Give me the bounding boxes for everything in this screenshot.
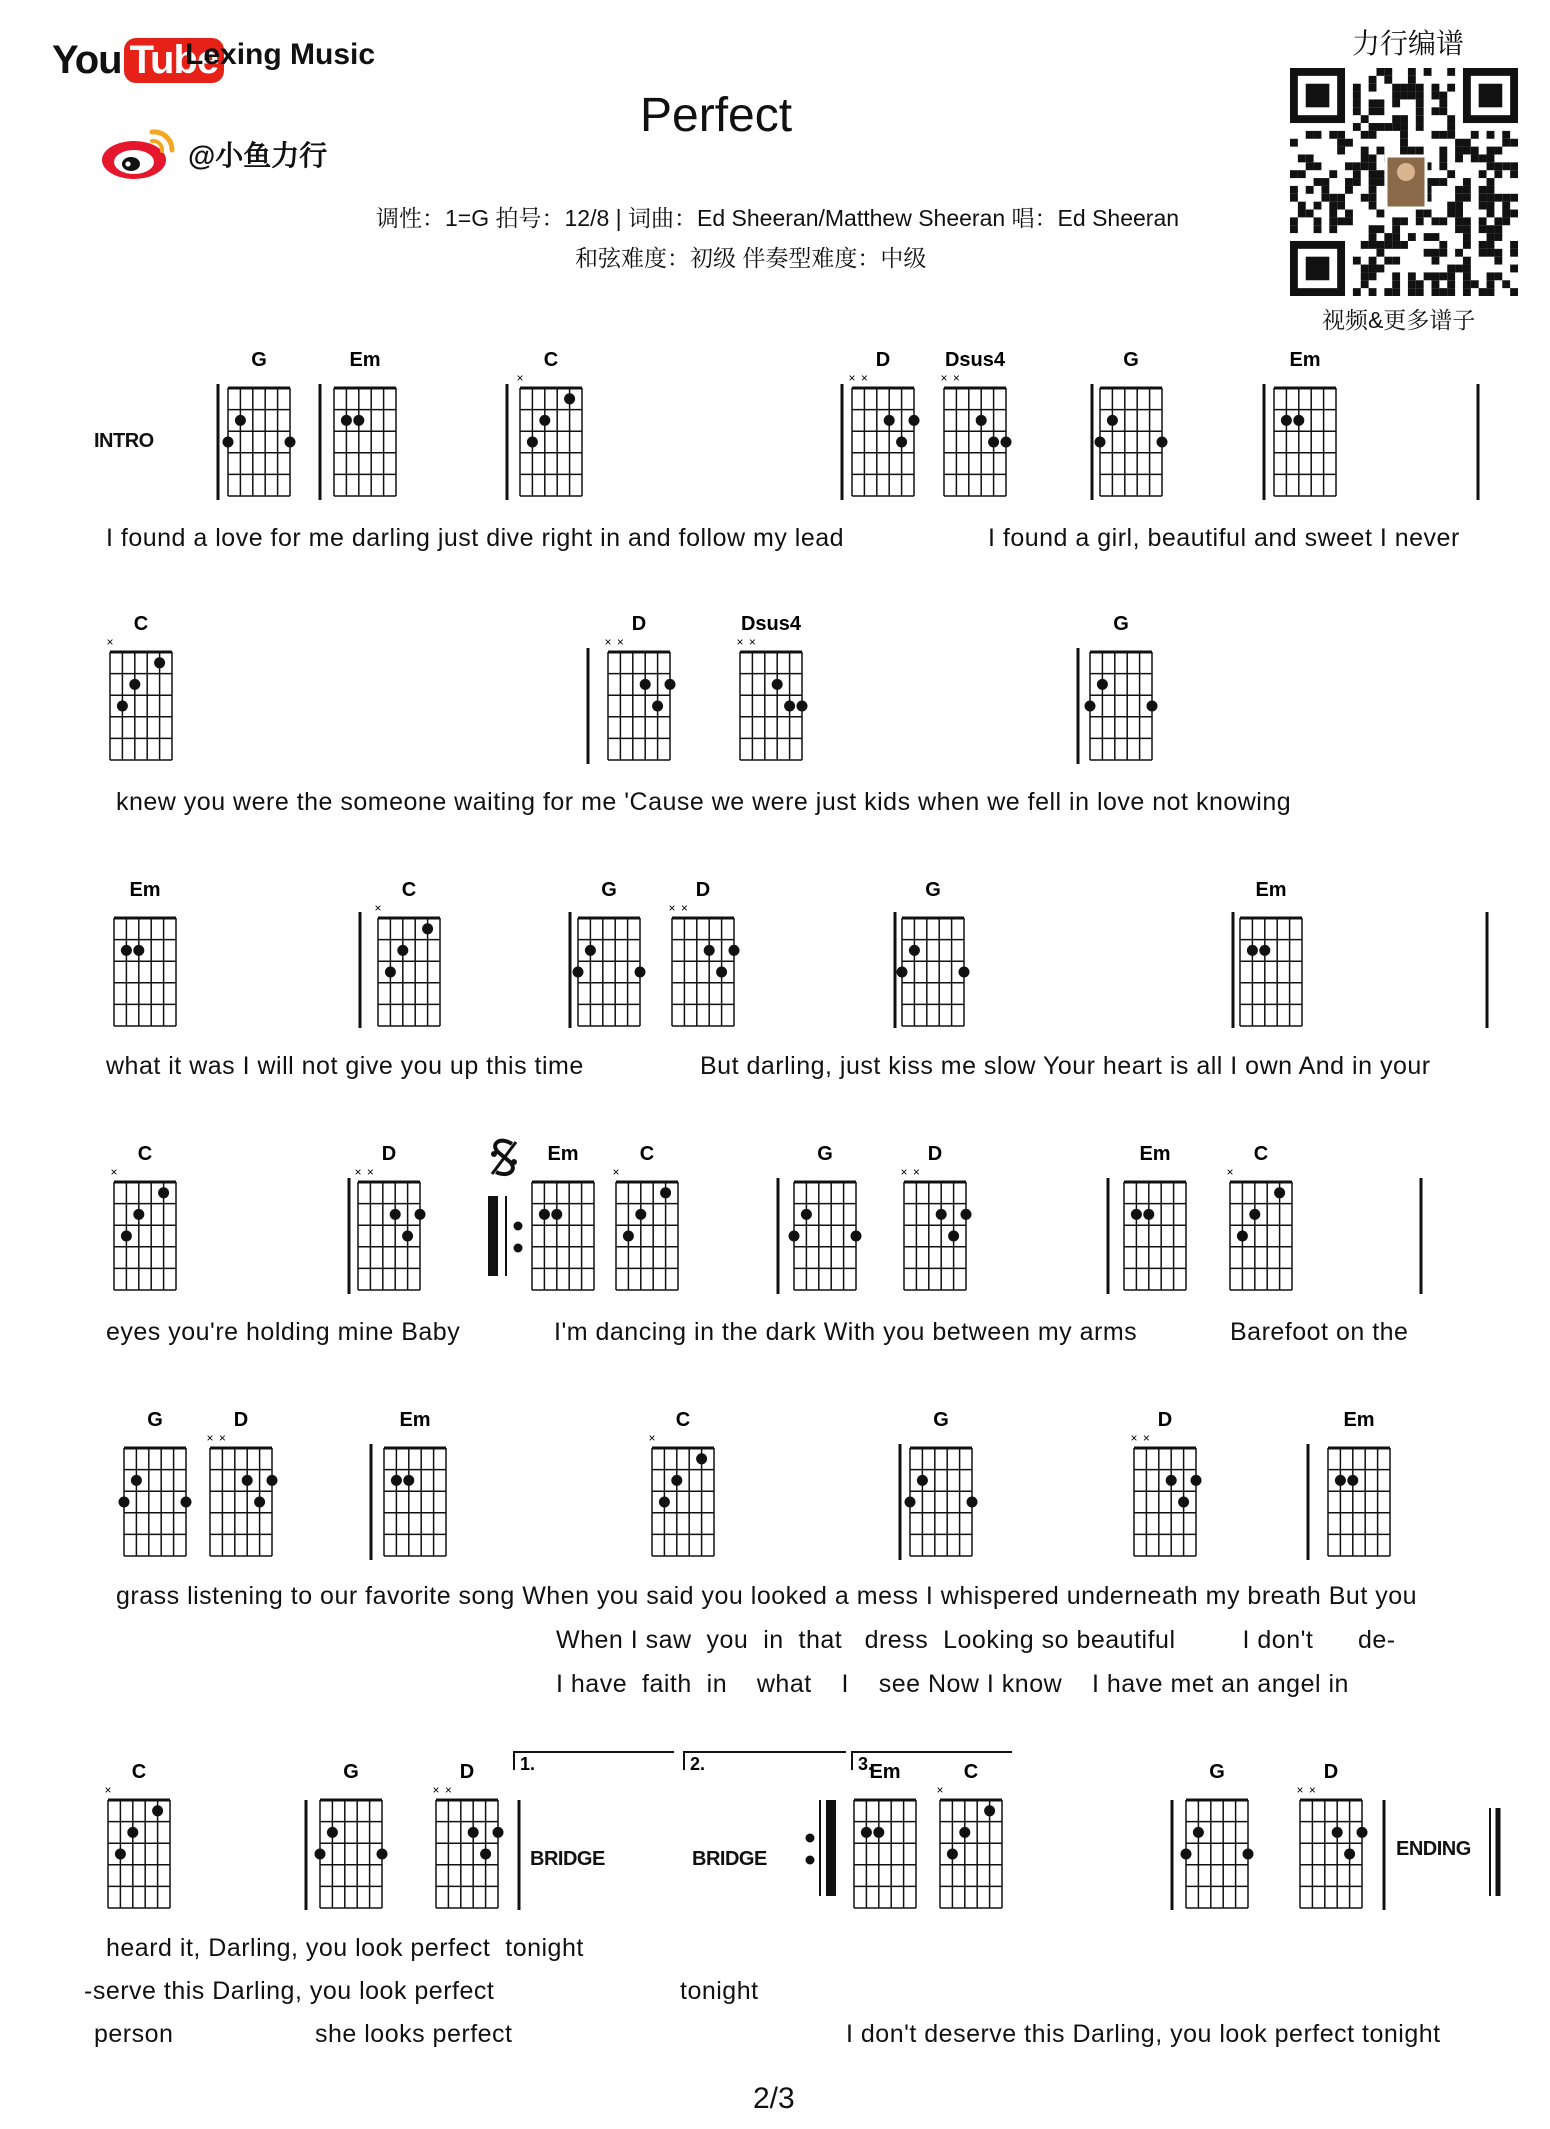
finger-dot [784, 701, 795, 712]
finger-dot [1143, 1209, 1154, 1220]
finger-dot [1157, 437, 1168, 448]
chord-name: Em [1139, 1143, 1171, 1165]
lyric-line: she looks perfect [315, 2020, 513, 2048]
muted-string-mark: × [110, 1165, 118, 1179]
chord-name: G [1209, 1761, 1225, 1783]
chord-diagram-d [668, 879, 739, 1026]
chord-diagram-d [206, 1409, 277, 1556]
finger-dot [851, 1231, 862, 1242]
lyric-line: Barefoot on the [1230, 1318, 1409, 1346]
finger-dot [967, 1497, 978, 1508]
finger-dot [377, 1849, 388, 1860]
muted-string-mark: × [516, 371, 524, 385]
muted-string-mark: × [366, 1165, 374, 1179]
volta-3-label: 3. [858, 1754, 874, 1774]
muted-string-mark: × [206, 1431, 214, 1445]
finger-dot [1293, 415, 1304, 426]
finger-dot [152, 1805, 163, 1816]
chord-diagram-c [516, 349, 582, 496]
finger-dot [1085, 701, 1096, 712]
finger-dot [129, 679, 140, 690]
finger-dot [961, 1209, 972, 1220]
song-title: Perfect [640, 89, 793, 142]
muted-string-mark: × [936, 1783, 944, 1797]
chord-name: D [381, 1143, 397, 1165]
finger-dot [1001, 437, 1012, 448]
chord-name: D [695, 879, 711, 901]
lyric-line: heard it, Darling, you look perfect tonight [106, 1934, 584, 1962]
lyric-line: I'm dancing in the dark With you between my arms [554, 1318, 1138, 1346]
finger-dot [573, 967, 584, 978]
chord-diagram-d [1130, 1409, 1201, 1556]
finger-dot [1191, 1475, 1202, 1486]
finger-dot [121, 1231, 132, 1242]
chord-diagram-g [905, 1409, 978, 1556]
chord-name: G [1113, 613, 1129, 635]
chord-diagram-c [612, 1143, 678, 1290]
muted-string-mark: × [1130, 1431, 1138, 1445]
chord-name: C [675, 1409, 691, 1431]
section-ending: ENDING [1396, 1838, 1471, 1860]
muted-string-mark: × [900, 1165, 908, 1179]
finger-dot [119, 1497, 130, 1508]
finger-dot [1347, 1475, 1358, 1486]
qr-bottom-caption: 视频&更多谱子 [1322, 307, 1476, 333]
chord-name: Em [1289, 349, 1321, 371]
chord-diagram-em [384, 1409, 446, 1556]
section-intro: INTRO [94, 430, 154, 452]
finger-dot [1237, 1231, 1248, 1242]
finger-dot [897, 967, 908, 978]
finger-dot [493, 1827, 504, 1838]
song-meta-line1: 调性：1=G 拍号：12/8 | 词曲：Ed Sheeran/Matthew Sheeran 唱：Ed Sheeran [376, 205, 1180, 231]
finger-dot [1166, 1475, 1177, 1486]
finger-dot [158, 1187, 169, 1198]
channel-name: Lexing Music [185, 38, 376, 71]
chord-name: G [925, 879, 941, 901]
finger-dot [397, 945, 408, 956]
chord-diagram-dsus4 [940, 349, 1011, 496]
finger-dot [154, 657, 165, 668]
muted-string-mark: × [374, 901, 382, 915]
chord-name: D [233, 1409, 249, 1431]
youtube-logo-text: You [52, 37, 122, 82]
finger-dot [671, 1475, 682, 1486]
chord-name: G [251, 349, 267, 371]
chord-name: Em [547, 1143, 579, 1165]
finger-dot [623, 1231, 634, 1242]
finger-dot [133, 1209, 144, 1220]
finger-dot [704, 945, 715, 956]
lyric-line: I have faith in what I see Now I know I have met an angel in [556, 1670, 1349, 1698]
muted-string-mark: × [218, 1431, 226, 1445]
barlines-row3 [360, 912, 1487, 1028]
chord-diagram-d [354, 1143, 425, 1290]
finger-dot [1097, 679, 1108, 690]
finger-dot [527, 437, 538, 448]
chord-name: G [343, 1761, 359, 1783]
chord-name: G [817, 1143, 833, 1165]
lyric-line: person [94, 2020, 174, 2048]
chord-diagram-c [374, 879, 440, 1026]
chord-diagram-d [1296, 1761, 1367, 1908]
finger-dot [391, 1475, 402, 1486]
chord-name: C [963, 1761, 979, 1783]
finger-dot [1095, 437, 1106, 448]
finger-dot [403, 1475, 414, 1486]
chord-diagram-em [114, 879, 176, 1026]
finger-dot [285, 437, 296, 448]
volta-2-label: 2. [690, 1754, 706, 1774]
finger-dot [1181, 1849, 1192, 1860]
muted-string-mark: × [104, 1783, 112, 1797]
finger-dot [385, 967, 396, 978]
muted-string-mark: × [680, 901, 688, 915]
finger-dot [1243, 1849, 1254, 1860]
chord-diagram-em [334, 349, 396, 496]
lyric-line: tonight [680, 1977, 759, 2005]
volta-2-bracket [684, 1752, 846, 1770]
finger-dot [635, 1209, 646, 1220]
muted-string-mark: × [952, 371, 960, 385]
finger-dot [121, 945, 132, 956]
finger-dot [797, 701, 808, 712]
lyric-line: eyes you're holding mine Baby [106, 1318, 461, 1346]
finger-dot [665, 679, 676, 690]
finger-dot [1335, 1475, 1346, 1486]
lyric-line: -serve this Darling, you look perfect [84, 1977, 495, 2005]
chord-name: D [875, 349, 891, 371]
chord-name: D [1323, 1761, 1339, 1783]
chord-name: D [1157, 1409, 1173, 1431]
finger-dot [1178, 1497, 1189, 1508]
lyric-line: I found a love for me darling just dive right in and follow my lead [106, 524, 845, 552]
repeat-start-bar [488, 1196, 498, 1276]
muted-string-mark: × [736, 635, 744, 649]
finger-dot [133, 945, 144, 956]
finger-dot [660, 1187, 671, 1198]
finger-dot [117, 701, 128, 712]
muted-string-mark: × [604, 635, 612, 649]
finger-dot [896, 437, 907, 448]
finger-dot [1247, 945, 1258, 956]
finger-dot [1147, 701, 1158, 712]
chord-diagram-em [1240, 879, 1302, 1026]
finger-dot [564, 393, 575, 404]
volta-1-label: 1. [520, 1754, 536, 1774]
muted-string-mark: × [1296, 1783, 1304, 1797]
chord-name: C [639, 1143, 655, 1165]
chord-diagram-em [854, 1761, 916, 1908]
chord-name: G [601, 879, 617, 901]
finger-dot [551, 1209, 562, 1220]
barlines-row1 [218, 384, 1478, 500]
finger-dot [1357, 1827, 1368, 1838]
finger-dot [984, 1805, 995, 1816]
chord-diagram-dsus4 [736, 613, 807, 760]
chord-diagram-d [432, 1761, 503, 1908]
volta-1-bracket [514, 1752, 674, 1770]
chord-diagram-em [1328, 1409, 1390, 1556]
segno-icon [491, 1141, 517, 1174]
finger-dot [402, 1231, 413, 1242]
finger-dot [115, 1849, 126, 1860]
chord-name: C [137, 1143, 153, 1165]
muted-string-mark: × [432, 1783, 440, 1797]
finger-dot [131, 1475, 142, 1486]
chord-name: D [631, 613, 647, 635]
finger-dot [353, 415, 364, 426]
muted-string-mark: × [354, 1165, 362, 1179]
muted-string-mark: × [106, 635, 114, 649]
muted-string-mark: × [612, 1165, 620, 1179]
chord-name: Em [1255, 879, 1287, 901]
finger-dot [947, 1849, 958, 1860]
finger-dot [917, 1475, 928, 1486]
finger-dot [390, 1209, 401, 1220]
chord-diagram-d [848, 349, 919, 496]
chord-diagram-g [1095, 349, 1168, 496]
chord-diagram-g [223, 349, 296, 496]
chord-name: D [459, 1761, 475, 1783]
chord-name: Em [1343, 1409, 1375, 1431]
finger-dot [468, 1827, 479, 1838]
chord-diagram-c [104, 1761, 170, 1908]
muted-string-mark: × [1142, 1431, 1150, 1445]
section-bridge-2: BRIDGE [692, 1848, 767, 1870]
chord-diagram-g [897, 879, 970, 1026]
finger-dot [1259, 945, 1270, 956]
finger-dot [415, 1209, 426, 1220]
chord-name: Dsus4 [944, 349, 1006, 371]
section-bridge-1: BRIDGE [530, 1848, 605, 1870]
muted-string-mark: × [912, 1165, 920, 1179]
finger-dot [640, 679, 651, 690]
chord-name: C [543, 349, 559, 371]
finger-dot [267, 1475, 278, 1486]
chord-diagram-c [110, 1143, 176, 1290]
repeat-dot [514, 1222, 523, 1231]
lyric-line: knew you were the someone waiting for me 'Cause we were just kids when we fell in love not knowing [116, 788, 1292, 816]
weibo-handle: @小鱼力行 [188, 140, 328, 171]
chord-diagram-em [532, 1143, 594, 1290]
finger-dot [716, 967, 727, 978]
finger-dot [936, 1209, 947, 1220]
page-number: 2/3 [753, 2082, 795, 2115]
chord-diagram-em [1274, 349, 1336, 496]
finger-dot [909, 415, 920, 426]
muted-string-mark: × [848, 371, 856, 385]
finger-dot [635, 967, 646, 978]
finger-dot [539, 415, 550, 426]
lyric-line: what it was I will not give you up this time [106, 1052, 584, 1080]
chord-diagram-c [106, 613, 172, 760]
chord-diagram-g [315, 1761, 388, 1908]
lyric-line: I found a girl, beautiful and sweet I never [988, 524, 1460, 552]
finger-dot [729, 945, 740, 956]
finger-dot [539, 1209, 550, 1220]
finger-dot [1249, 1209, 1260, 1220]
chord-diagram-c [936, 1761, 1002, 1908]
finger-dot [1274, 1187, 1285, 1198]
finger-dot [242, 1475, 253, 1486]
muted-string-mark: × [444, 1783, 452, 1797]
finger-dot [873, 1827, 884, 1838]
chord-name: D [927, 1143, 943, 1165]
muted-string-mark: × [616, 635, 624, 649]
muted-string-mark: × [648, 1431, 656, 1445]
chord-name: Em [129, 879, 161, 901]
chord-name: Dsus4 [740, 613, 802, 635]
finger-dot [422, 923, 433, 934]
chord-name: G [1123, 349, 1139, 371]
chord-name: Em [399, 1409, 431, 1431]
finger-dot [1332, 1827, 1343, 1838]
lyric-line: But darling, just kiss me slow Your heart is all I own And in your [700, 1052, 1431, 1080]
lyric-line: grass listening to our favorite song When you said you looked a mess I whispered underneath my breath But you [116, 1582, 1418, 1610]
chord-name: G [933, 1409, 949, 1431]
finger-dot [909, 945, 920, 956]
repeat-dot [514, 1244, 523, 1253]
finger-dot [327, 1827, 338, 1838]
chord-diagram-g [1181, 1761, 1254, 1908]
muted-string-mark: × [748, 635, 756, 649]
finger-dot [181, 1497, 192, 1508]
chord-diagram-g [1085, 613, 1158, 760]
finger-dot [1107, 415, 1118, 426]
finger-dot [959, 967, 970, 978]
qr-caption: 力行编谱 [1352, 28, 1465, 59]
chord-diagram-em [1124, 1143, 1186, 1290]
finger-dot [801, 1209, 812, 1220]
chord-name: C [133, 613, 149, 635]
muted-string-mark: × [1226, 1165, 1234, 1179]
finger-dot [480, 1849, 491, 1860]
finger-dot [1344, 1849, 1355, 1860]
muted-string-mark: × [940, 371, 948, 385]
finger-dot [988, 437, 999, 448]
chord-name: C [401, 879, 417, 901]
chord-diagram-g [119, 1409, 192, 1556]
repeat-dot [806, 1856, 815, 1865]
muted-string-mark: × [668, 901, 676, 915]
lyric-line: When I saw you in that dress Looking so beautiful I don't de- [556, 1626, 1396, 1654]
finger-dot [905, 1497, 916, 1508]
youtube-logo-badge: Tube [124, 38, 225, 83]
chord-name: G [147, 1409, 163, 1431]
finger-dot [659, 1497, 670, 1508]
repeat-end-bar [826, 1800, 836, 1896]
lyric-line: I don't deserve this Darling, you look perfect tonight [846, 2020, 1441, 2048]
chord-name: C [131, 1761, 147, 1783]
finger-dot [235, 415, 246, 426]
chord-name: C [1253, 1143, 1269, 1165]
finger-dot [585, 945, 596, 956]
finger-dot [861, 1827, 872, 1838]
chord-diagram-c [1226, 1143, 1292, 1290]
finger-dot [1131, 1209, 1142, 1220]
finger-dot [223, 437, 234, 448]
chord-name: Em [349, 349, 381, 371]
finger-dot [789, 1231, 800, 1242]
chord-diagram-g [573, 879, 646, 1026]
repeat-dot [806, 1834, 815, 1843]
song-meta-line2: 和弦难度：初级 伴奏型难度：中级 [575, 245, 927, 271]
chord-name: Em [869, 1761, 901, 1783]
muted-string-mark: × [1308, 1783, 1316, 1797]
muted-string-mark: × [860, 371, 868, 385]
chord-diagram-d [604, 613, 675, 760]
finger-dot [884, 415, 895, 426]
finger-dot [254, 1497, 265, 1508]
finger-dot [948, 1231, 959, 1242]
finger-dot [315, 1849, 326, 1860]
chord-diagram-c [648, 1409, 714, 1556]
chord-diagram-d [900, 1143, 971, 1290]
finger-dot [652, 701, 663, 712]
finger-dot [696, 1453, 707, 1464]
finger-dot [1281, 415, 1292, 426]
finger-dot [341, 415, 352, 426]
finger-dot [772, 679, 783, 690]
finger-dot [1193, 1827, 1204, 1838]
finger-dot [127, 1827, 138, 1838]
chord-diagram-g [789, 1143, 862, 1290]
finger-dot [976, 415, 987, 426]
finger-dot [959, 1827, 970, 1838]
barlines-row5 [371, 1444, 1308, 1560]
